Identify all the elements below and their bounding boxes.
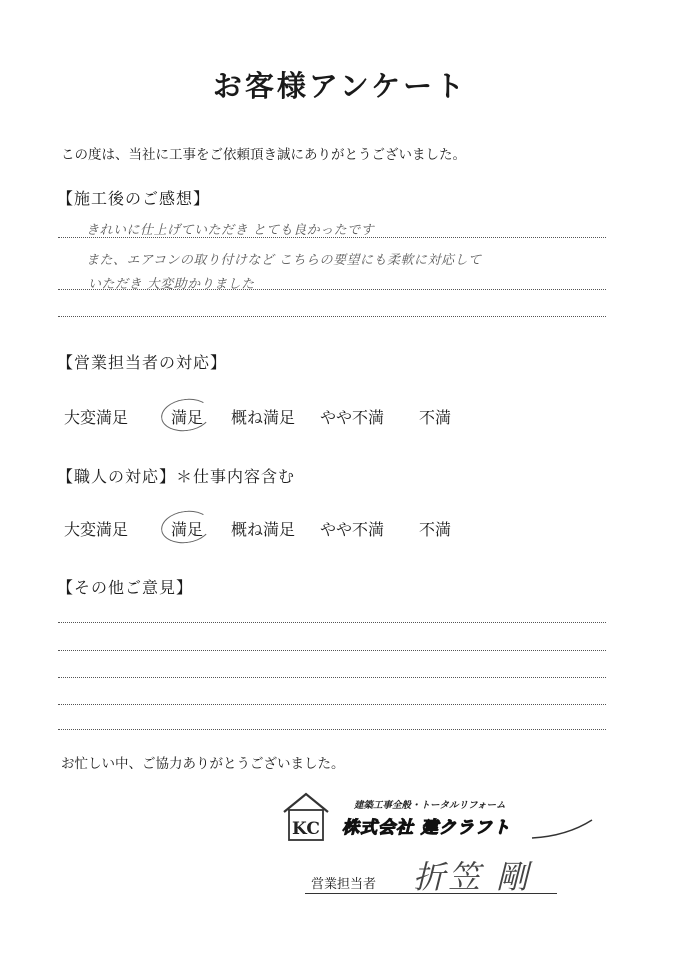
sales-option-satisfied[interactable]: 満足 [171,405,203,428]
craftsman-option-somewhat-dissatisfied[interactable]: やや不満 [320,520,385,539]
answer-line [58,316,606,317]
sales-option-dissatisfied[interactable]: 不満 [419,408,452,427]
intro-text: この度は、当社に工事をご依頼頂き誠にありがとうございました。 [61,147,466,163]
sales-option-very-satisfied[interactable]: 大変満足 [64,408,129,427]
page-title: お客様アンケート [212,69,468,103]
staff-signature: 折笠 剛 [413,858,532,896]
staff-label: 営業担当者 [311,877,377,892]
sales-option-somewhat-dissatisfied[interactable]: やや不満 [320,408,385,427]
answer-line [58,704,606,705]
craftsman-option-very-satisfied[interactable]: 大変満足 [64,520,129,539]
company-tagline: 建築工事全般・トータルリフォーム [354,800,506,811]
craftsman-rating-row [0,517,680,547]
answer-line [58,289,606,290]
selection-circle-mark [159,396,213,435]
sales-heading: 【営業担当者の対応】 [57,353,228,372]
logo-letters: KC [292,819,320,839]
impression-heading: 【施工後のご感想】 [57,189,211,208]
signature-line [305,893,557,894]
answer-line [58,237,606,238]
closing-text: お忙しい中、ご協力ありがとうございました。 [61,756,345,772]
craftsman-heading: 【職人の対応】＊仕事内容含む [57,467,296,486]
impression-handwritten-line-1: きれいに仕上げていただき とても良かったです [86,223,375,238]
answer-line [58,677,606,678]
other-heading: 【その他ご意見】 [57,578,194,597]
answer-line [58,622,606,623]
answer-line [58,650,606,651]
craftsman-option-satisfied[interactable]: 満足 [171,517,203,540]
impression-handwritten-line-3: いただき 大変助かりました [88,277,255,292]
company-name: 株式会社 建クラフト [342,818,511,838]
company-stamp [282,790,602,850]
craftsman-option-mostly-satisfied[interactable]: 概ね満足 [231,520,296,539]
sales-rating-row [0,405,680,435]
company-logo-icon [282,790,602,850]
sales-option-mostly-satisfied[interactable]: 概ね満足 [231,408,296,427]
craftsman-option-dissatisfied[interactable]: 不満 [419,520,452,539]
selection-circle-mark [159,508,213,547]
answer-line [58,729,606,730]
impression-handwritten-line-2: また、エアコンの取り付けなど こちらの要望にも柔軟に対応して [86,253,482,268]
